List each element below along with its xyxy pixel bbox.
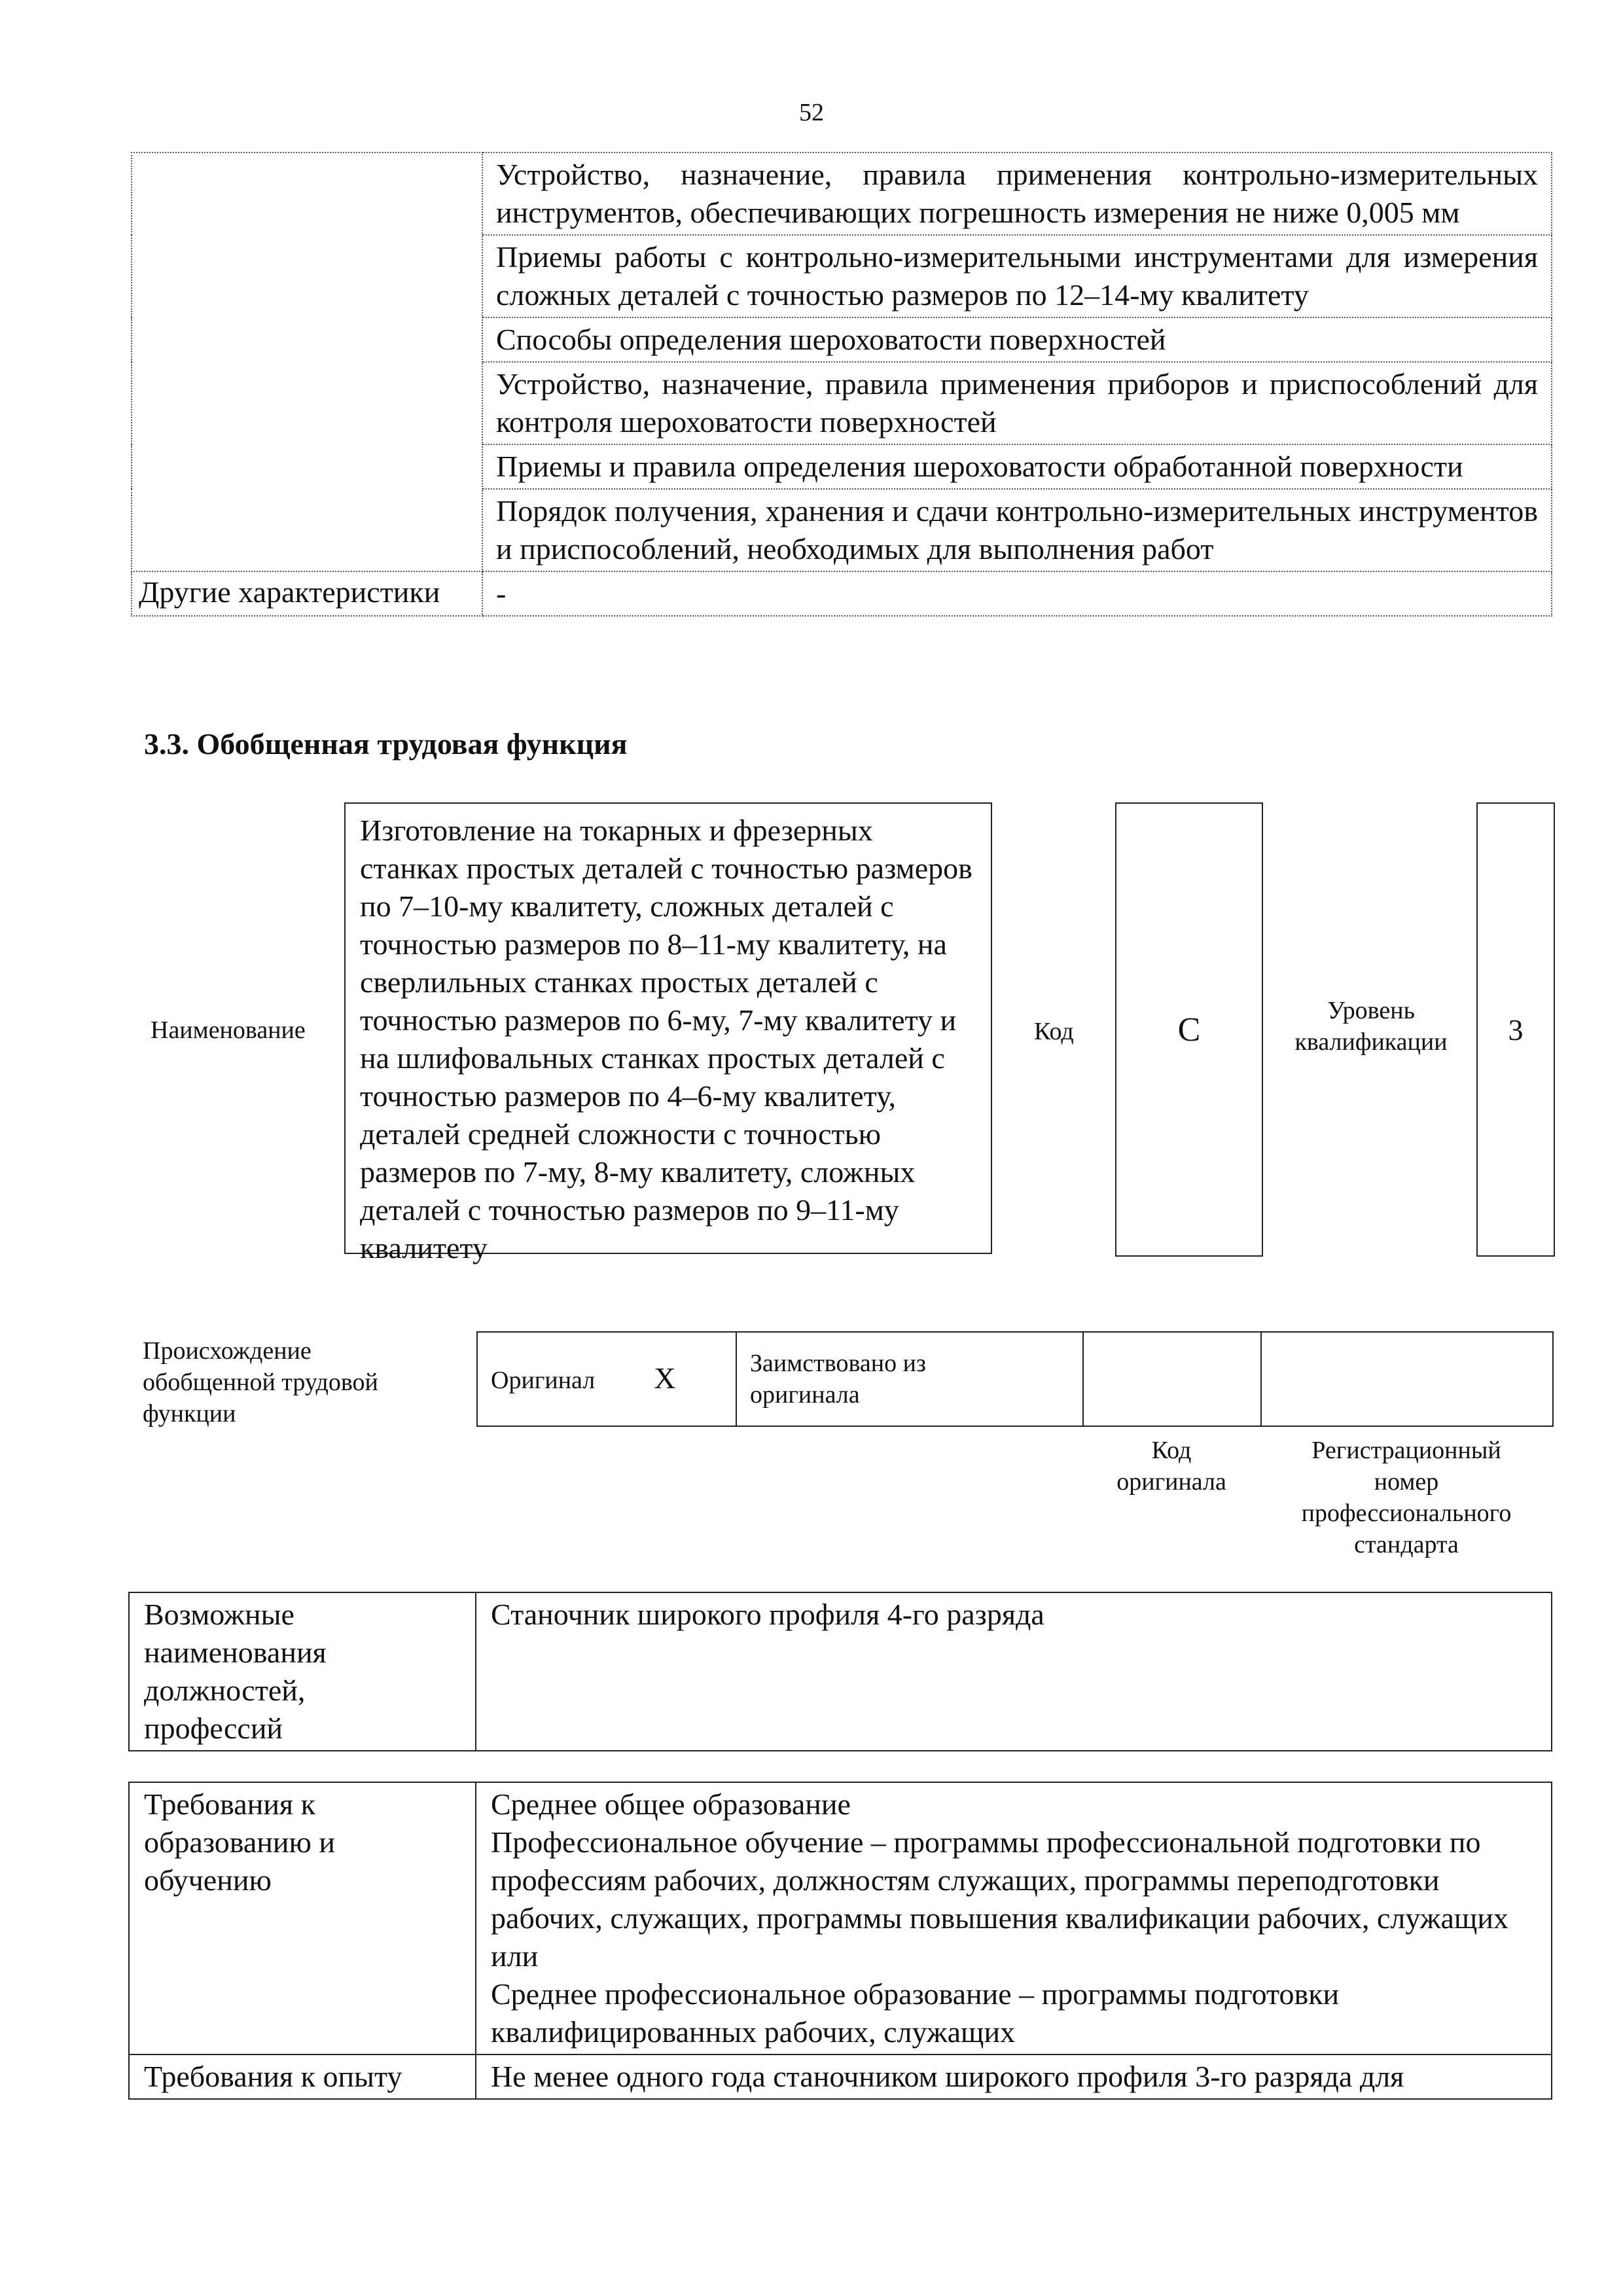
level-value: 3: [1476, 802, 1555, 1257]
knowledge-item: Устройство, назначение, правила применения контрольно-измерительных инструментов, обеспечивающих погрешность измерения не ниже 0,005 мм: [482, 152, 1552, 235]
requirements-table: [128, 1782, 1552, 2100]
label-line: должностей,: [144, 1674, 306, 1707]
experience-label: Требования к опыту: [129, 2054, 476, 2099]
caption-line: Регистрационный: [1311, 1437, 1501, 1464]
section-title: 3.3. Обобщенная трудовая функция: [144, 727, 628, 761]
code-label: Код: [1034, 1018, 1074, 1045]
education-value: [476, 1782, 1552, 2054]
knowledge-item: Устройство, назначение, правила применения приборов и приспособлений для контроля шероховатости поверхностей: [482, 362, 1552, 444]
reg-caption: [1260, 1435, 1552, 1560]
table-row: [132, 152, 1552, 235]
origin-table: [476, 1331, 1554, 1427]
name-label: Наименование: [151, 1016, 306, 1044]
education-line: или: [491, 1939, 539, 1973]
table-row: [132, 571, 1552, 616]
education-line: Профессиональное обучение – программы профессиональной подготовки по профессиям рабочих, должностям служащих, программы переподготовки рабочих, служащих, программы повышения квалификации рабочих, служащих: [491, 1825, 1508, 1935]
education-line: Среднее профессиональное образование – программы подготовки квалифицированных рабочих, служащих: [491, 1977, 1340, 2049]
knowledge-item: Способы определения шероховатости поверхностей: [482, 317, 1552, 362]
original-label: Оригинал: [491, 1366, 596, 1394]
positions-table: [128, 1592, 1552, 1751]
other-value: -: [482, 571, 1552, 616]
knowledge-item: Приемы и правила определения шероховатости обработанной поверхности: [482, 444, 1552, 489]
reg-number-cell: [1261, 1332, 1553, 1426]
borrowed-label-line: оригинала: [750, 1381, 860, 1408]
education-label: [129, 1782, 476, 2054]
label-line: наименования: [144, 1636, 327, 1669]
knowledge-item: Приемы работы с контрольно-измерительными инструментами для измерения сложных деталей с точностью размеров по 12–14-му квалитету: [482, 235, 1552, 317]
caption-line: номер: [1374, 1468, 1439, 1496]
label-line: образованию и: [144, 1825, 335, 1859]
other-label: Другие характеристики: [132, 571, 482, 616]
label-line: Требования к: [144, 1787, 315, 1821]
knowledge-table: [131, 152, 1552, 617]
origin-label-line: Происхождение: [143, 1337, 312, 1365]
knowledge-item: Порядок получения, хранения и сдачи контрольно-измерительных инструментов и приспособлений, необходимых для выполнения работ: [482, 489, 1552, 571]
borrowed-label-line: Заимствовано из: [750, 1350, 926, 1377]
positions-value: Станочник широкого профиля 4-го разряда: [476, 1592, 1552, 1751]
education-line: Среднее общее образование: [491, 1787, 851, 1821]
label-line: Возможные: [144, 1598, 294, 1631]
level-label: [1276, 995, 1466, 1058]
code-value: C: [1115, 802, 1263, 1257]
original-cell: [477, 1332, 736, 1426]
origin-label-line: функции: [143, 1400, 236, 1427]
label-line: профессий: [144, 1712, 283, 1745]
positions-label: [129, 1592, 476, 1751]
table-row: [129, 1782, 1552, 2054]
original-code-cell: [1083, 1332, 1261, 1426]
table-row: [477, 1332, 1553, 1426]
table-row: [129, 1592, 1552, 1751]
empty-cell: [132, 152, 482, 571]
label-line: обучению: [144, 1863, 272, 1897]
function-name: Изготовление на токарных и фрезерных станках простых деталей с точностью размеров по 7–10-му квалитету, сложных деталей с точностью размеров по 8–11-му квалитету, на сверлильных станках простых деталей с точностью размеров по 6-му, 7-му квалитету и на шлифовальных станках простых деталей с точностью размеров по 4–6-му квалитету, деталей средней сложности с точностью размеров по 7-му, 8-му квалитету, сложных деталей с точностью размеров по 9–11-му квалитету: [344, 802, 992, 1254]
code-caption: [1082, 1435, 1260, 1498]
caption-line: стандарта: [1354, 1531, 1459, 1558]
level-label-line: Уровень: [1327, 997, 1415, 1024]
original-mark: X: [654, 1361, 676, 1395]
borrowed-cell: [736, 1332, 1083, 1426]
page-number: 52: [799, 99, 824, 126]
table-row: [129, 2054, 1552, 2099]
origin-label-line: обобщенной трудовой: [143, 1369, 378, 1396]
origin-label: [143, 1335, 378, 1429]
caption-line: оригинала: [1116, 1468, 1226, 1496]
level-label-line: квалификации: [1294, 1028, 1448, 1056]
caption-line: Код: [1151, 1437, 1192, 1464]
caption-line: профессионального: [1301, 1499, 1512, 1527]
experience-value: Не менее одного года станочником широкого профиля 3-го разряда для: [476, 2054, 1552, 2099]
